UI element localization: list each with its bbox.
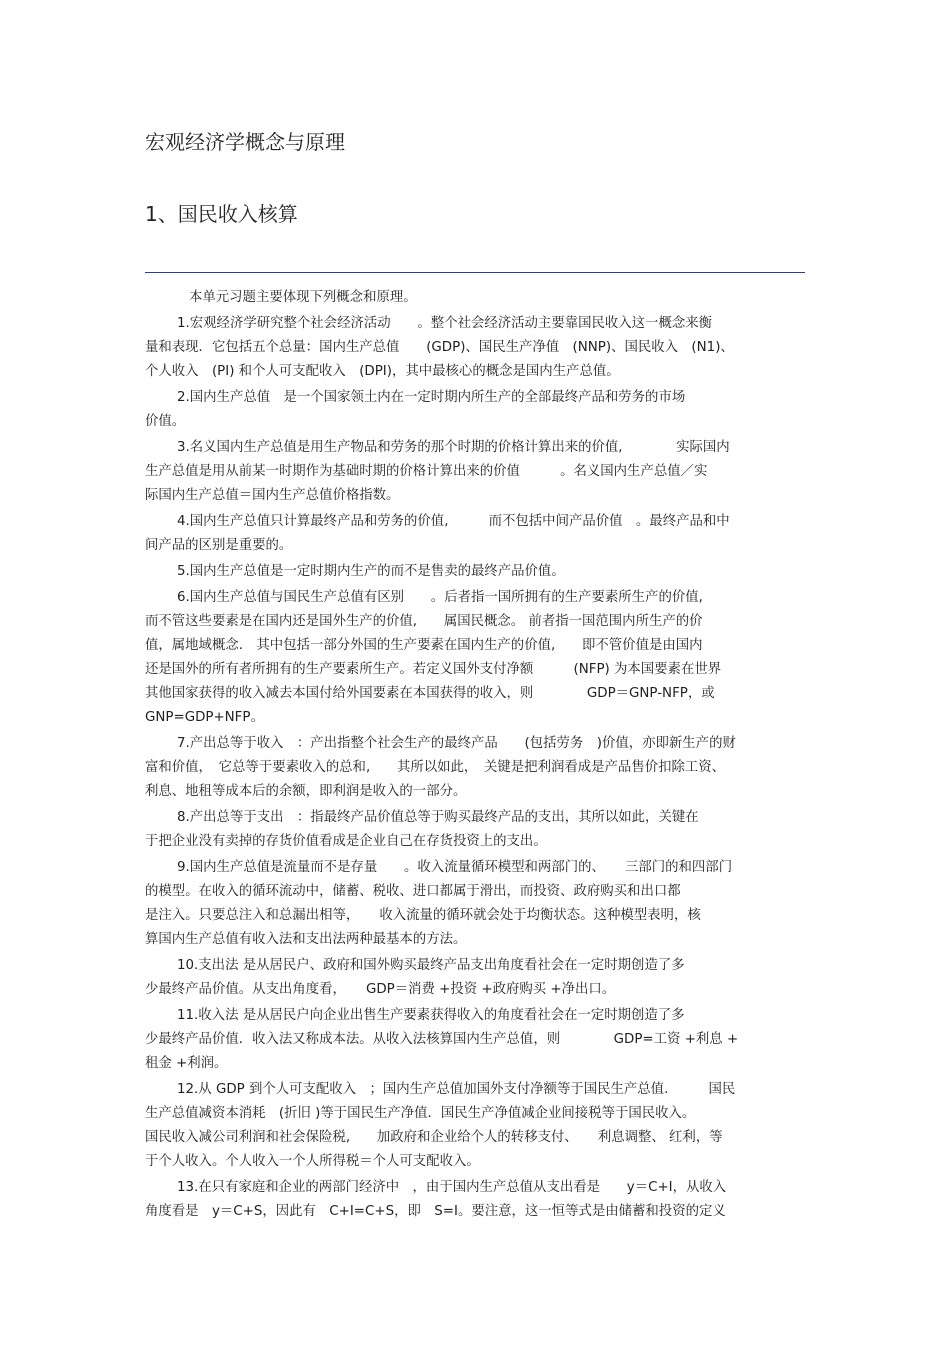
paragraph-line: 个人收入 (PI) 和个人可支配收入 (DPI)，其中最核心的概念是国内生产总值。: [145, 364, 620, 379]
paragraph-line: 7.产出总等于收入 ：产出指整个社会生产的最终产品 (包括劳务 )价值，亦即新生产的财: [177, 736, 736, 751]
paragraph: [145, 954, 813, 1002]
paragraph: [145, 560, 813, 584]
section-divider: [145, 272, 805, 273]
paragraph-line: 于个人收入。个人收入一个人所得税＝个人可支配收入。: [145, 1154, 480, 1169]
paragraph-line: 5.国内生产总值是一定时期内生产的而不是售卖的最终产品价值。: [177, 564, 565, 579]
paragraph-line: 9.国内生产总值是流量而不是存量 。收入流量循环模型和两部门的、 三部门的和四部门: [177, 860, 733, 875]
paragraph-line: 际国内生产总值＝国内生产总值价格指数。: [145, 488, 400, 503]
paragraph-line: 而不管这些要素是在国内还是国外生产的价值, 属国民概念。 前者指一国范围内所生产的价: [145, 614, 703, 629]
paragraph-line: 是注入。只要总注入和总漏出相等， 收入流量的循环就会处于均衡状态。这种模型表明，核: [145, 908, 701, 923]
paragraph-line: 1.宏观经济学研究整个社会经济活动 。整个社会经济活动主要靠国民收入这一概念来衡: [177, 316, 713, 331]
paragraph: [145, 1176, 813, 1224]
paragraph-line: 生产总值减资本消耗 (折旧 )等于国民生产净值．国民生产净值减企业间接税等于国民收入。: [145, 1106, 696, 1121]
document-title: 宏观经济学概念与原理: [145, 130, 345, 154]
paragraph: [145, 510, 813, 558]
paragraph-line: 租金 +利润。: [145, 1056, 228, 1071]
paragraph-line: 生产总值是用从前某一时期作为基础时期的价格计算出来的价值 。名义国内生产总值／实: [145, 464, 708, 479]
paragraph-line: 于把企业没有卖掉的存货价值看成是企业自己在存货投资上的支出。: [145, 834, 547, 849]
paragraph-line: 12.从 GDP 到个人可支配收入 ；国内生产总值加国外支付净额等于国民生产总值. 国民: [177, 1082, 736, 1097]
paragraph-line: 少最终产品价值．收入法又称成本法。从收入法核算国内生产总值，则 GDP=工资 +利息 +: [145, 1032, 739, 1047]
paragraph-line: 其他国家获得的收入减去本国付给外国要素在本国获得的收入，则 GDP＝GNP-NFP，或: [145, 686, 715, 701]
paragraph: [145, 312, 813, 384]
paragraph-line: GNP=GDP+NFP。: [145, 710, 264, 725]
paragraph-line: 价值。: [145, 414, 186, 429]
paragraph-line: 6.国内生产总值与国民生产总值有区别 。后者指一国所拥有的生产要素所生产的价值,: [177, 590, 703, 605]
paragraph: [145, 732, 813, 804]
intro-paragraph: [145, 286, 813, 310]
intro-text: 本单元习题主要体现下列概念和原理。: [189, 290, 417, 305]
paragraph-line: 3.名义国内生产总值是用生产物品和劳务的那个时期的价格计算出来的价值, 实际国内: [177, 440, 730, 455]
paragraph-line: 11.收入法 是从居民户向企业出售生产要素获得收入的角度看社会在一定时期创造了多: [177, 1008, 685, 1023]
paragraph-line: 值，属地域概念. 其中包括一部分外国的生产要素在国内生产的价值, 即不管价值是由国内: [145, 638, 703, 653]
paragraph-line: 少最终产品价值。从支出角度看， GDP＝消费 +投资 +政府购买 +净出口。: [145, 982, 616, 997]
paragraph: [145, 1078, 813, 1174]
paragraph-line: 算国内生产总值有收入法和支出法两种最基本的方法。: [145, 932, 467, 947]
paragraph-line: 间产品的区别是重要的。: [145, 538, 293, 553]
paragraph-line: 还是国外的所有者所拥有的生产要素所生产。若定义国外支付净额 (NFP) 为本国要素在世界: [145, 662, 722, 677]
section-title: 1、国民收入核算: [145, 202, 298, 226]
paragraph-line: 利息、地租等成本后的余额，即利润是收入的一部分。: [145, 784, 467, 799]
paragraph-line: 10.支出法 是从居民户、政府和国外购买最终产品支出角度看社会在一定时期创造了多: [177, 958, 685, 973]
paragraph: [145, 1004, 813, 1076]
paragraph-line: 的模型。在收入的循环流动中，储蓄、税收、进口都属于滑出，而投资、政府购买和出口都: [145, 884, 681, 899]
paragraph-line: 8.产出总等于支出 ：指最终产品价值总等于购买最终产品的支出，其所以如此，关键在: [177, 810, 699, 825]
paragraph: [145, 386, 813, 434]
paragraph-line: 量和表现．它包括五个总量：国内生产总值 (GDP)、国民生产净值 (NNP)、国民收入 (N1)、: [145, 340, 734, 355]
paragraph: [145, 586, 813, 730]
paragraph-line: 角度看是 y＝C+S，因此有 C+I=C+S，即 S=I。要注意，这一恒等式是由储蓄和投资的定义: [145, 1204, 726, 1219]
paragraph-line: 13.在只有家庭和企业的两部门经济中 ，由于国内生产总值从支出看是 y＝C+I，从收入: [177, 1180, 727, 1195]
document-body: [145, 286, 813, 1226]
paragraph: [145, 856, 813, 952]
paragraph-line: 国民收入减公司利润和社会保险税, 加政府和企业给个人的转移支付、 利息调整、 红利，等: [145, 1130, 723, 1145]
paragraph-line: 富和价值， 它总等于要素收入的总和, 其所以如此， 关键是把利润看成是产品售价扣除工资、: [145, 760, 726, 775]
paragraph: [145, 436, 813, 508]
paragraph-line: 2.国内生产总值 是一个国家领土内在一定时期内所生产的全部最终产品和劳务的市场: [177, 390, 686, 405]
paragraph-line: 4.国内生产总值只计算最终产品和劳务的价值, 而不包括中间产品价值 。最终产品和中: [177, 514, 730, 529]
paragraph: [145, 806, 813, 854]
